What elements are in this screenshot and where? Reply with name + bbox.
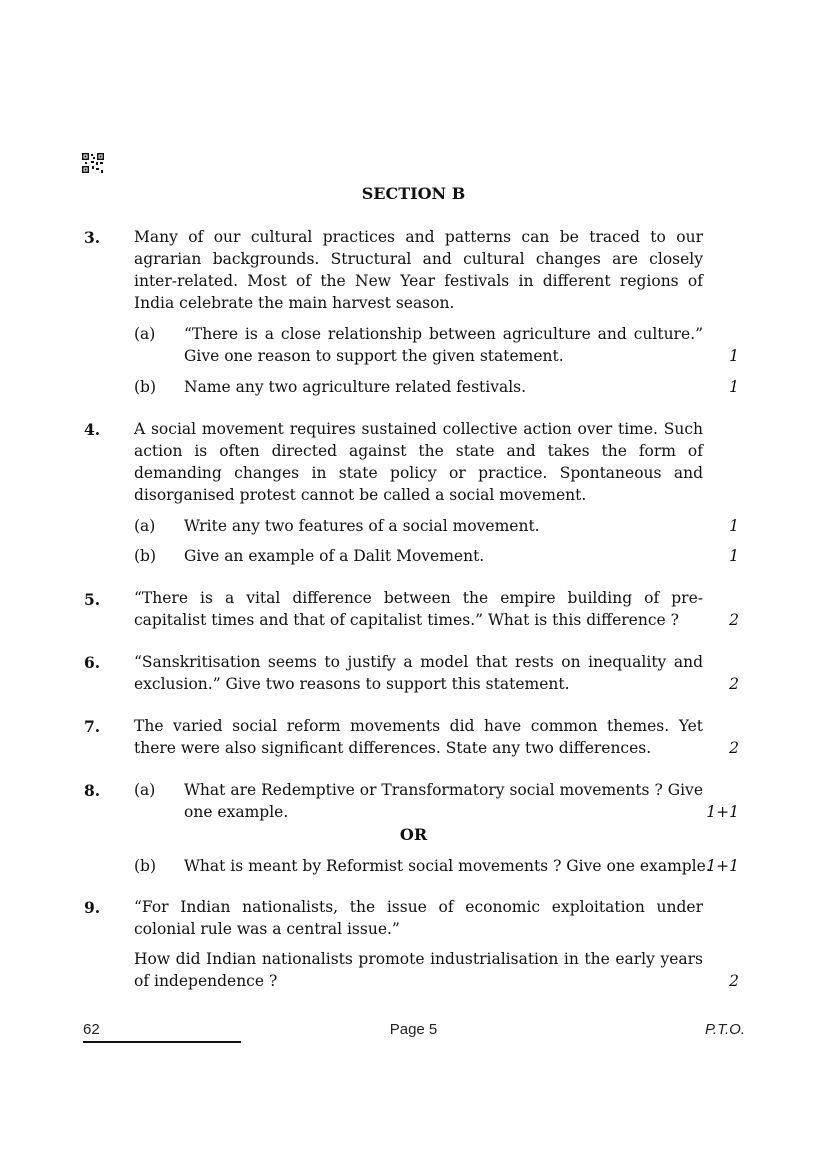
question-number: 7. <box>84 717 101 736</box>
part-text: What are Redemptive or Transformatory social movements ? Give one example. <box>184 781 703 821</box>
question-text: “For Indian nationalists, the issue of economic exploitation under colonial rule was a central issue.” <box>134 898 703 938</box>
question-number: 9. <box>84 898 101 917</box>
part-text: Write any two features of a social movement. <box>184 517 540 535</box>
marks: 1+1 <box>706 803 739 821</box>
part-label: (b) <box>134 857 157 875</box>
question-text: Many of our cultural practices and patterns can be traced to our agrarian backgrounds. Structural and cultural changes are closely inter-related. Most of the New Year festivals in different regions of India celebrate the main harvest season. <box>134 228 703 312</box>
section-title: SECTION B <box>361 184 466 203</box>
marks: 2 <box>729 675 739 693</box>
marks: 1 <box>729 547 739 565</box>
pto-label: P.T.O. <box>704 1021 745 1038</box>
part-label: (b) <box>134 547 157 565</box>
marks: 1 <box>729 378 739 396</box>
part-label: (b) <box>134 378 157 396</box>
part-label: (a) <box>134 781 156 799</box>
part-text: Give an example of a Dalit Movement. <box>184 547 485 565</box>
part-label: (a) <box>134 325 156 343</box>
marks: 1+1 <box>706 857 739 875</box>
marks: 1 <box>729 517 739 535</box>
question-text: A social movement requires sustained collective action over time. Such action is often directed against the state and takes the form of demanding changes in state policy or practice. Spontaneous and disorganised protest cannot be called a social movement. <box>134 420 703 504</box>
part-label: (a) <box>134 517 156 535</box>
question-text: The varied social reform movements did have common themes. Yet there were also significant differences. State any two differences. <box>134 717 703 757</box>
question-number: 8. <box>84 781 101 800</box>
question-text: “Sanskritisation seems to justify a model that rests on inequality and exclusion.” Give two reasons to support this statement. <box>134 653 703 693</box>
question-number: 5. <box>84 590 101 609</box>
page-number: Page 5 <box>389 1021 438 1038</box>
or-separator: OR <box>399 825 428 844</box>
question-text-continued: How did Indian nationalists promote industrialisation in the early years of independence ? <box>134 950 703 990</box>
marks: 2 <box>729 611 739 629</box>
marks: 1 <box>729 347 739 365</box>
question-text: “There is a vital difference between the empire building of pre-capitalist times and that of capitalist times.” What is this difference ? <box>134 589 703 629</box>
part-text: “There is a close relationship between agriculture and culture.” Give one reason to support the given statement. <box>184 325 703 365</box>
part-text: What is meant by Reformist social movements ? Give one example. <box>184 857 711 875</box>
paper-code: 62 <box>83 1021 100 1038</box>
marks: 2 <box>729 972 739 990</box>
question-number: 4. <box>84 420 101 439</box>
part-text: Name any two agriculture related festivals. <box>184 378 527 396</box>
question-number: 6. <box>84 653 101 672</box>
qr-code-icon <box>82 153 104 173</box>
footer-underline <box>83 1041 241 1043</box>
marks: 2 <box>729 739 739 757</box>
question-number: 3. <box>84 228 101 247</box>
